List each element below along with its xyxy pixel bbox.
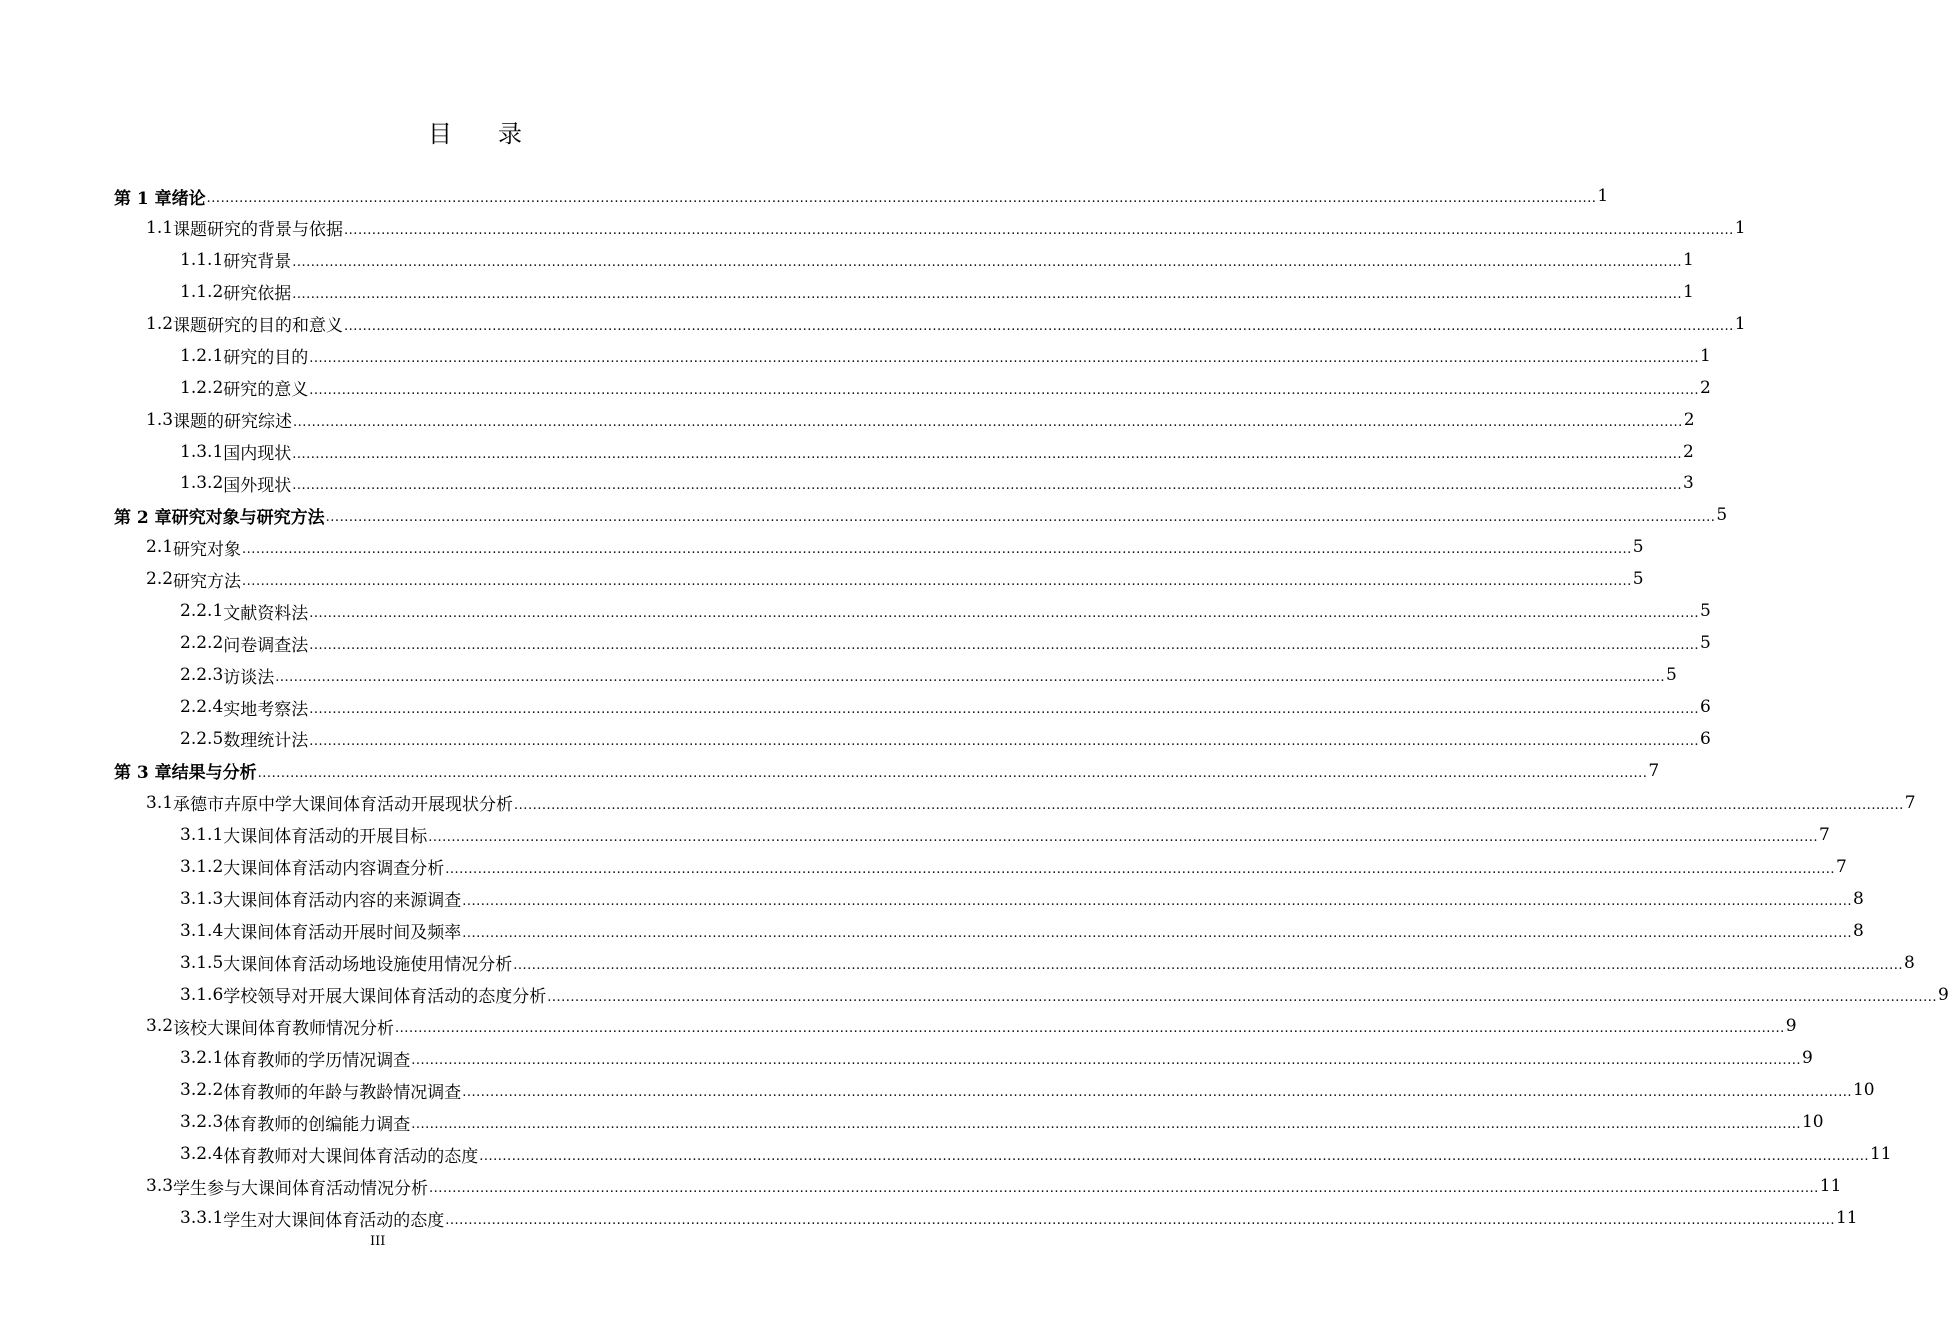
toc-entry-page: 5 — [1716, 505, 1728, 526]
toc-entry-number: 1.3 — [146, 409, 174, 430]
toc-entry-number: 1.3.1 — [180, 441, 224, 462]
toc-leader-dots: ............................................................................................................................................................................................................................................................................................................ — [462, 893, 1852, 909]
toc-entry[interactable] — [180, 595, 1711, 627]
toc-entry[interactable] — [114, 180, 1609, 212]
toc-entry[interactable] — [180, 1202, 1858, 1234]
toc-entry-page: 6 — [1699, 697, 1711, 718]
toc-leader-dots: ............................................................................................................................................................................................................................................................................................................ — [411, 1117, 1801, 1133]
toc-entry[interactable] — [180, 659, 1677, 691]
toc-entry-number: 3.1.2 — [180, 856, 224, 877]
toc-leader-dots: ............................................................................................................................................................................................................................................................................................................ — [462, 925, 1852, 941]
toc-entry[interactable] — [180, 691, 1711, 723]
toc-entry-title: 该校大课间体育教师情况分析 — [173, 1018, 395, 1039]
toc-entry-number: 1.2.2 — [180, 377, 224, 398]
toc-entry-page: 5 — [1632, 569, 1644, 590]
toc-entry[interactable] — [180, 244, 1694, 276]
toc-entry-title: 大课间体育活动场地设施使用情况分析 — [223, 955, 513, 976]
toc-leader-dots: ............................................................................................................................................................................................................................................................................................................ — [428, 829, 1818, 845]
toc-leader-dots: ............................................................................................................................................................................................................................................................................................................ — [429, 1181, 1819, 1197]
toc-entry-title: 学校领导对开展大课间体育活动的态度分析 — [223, 987, 547, 1007]
toc-entry-title: 大课间体育活动的开展目标 — [223, 827, 428, 848]
toc-entry-number: 第 1 章 — [114, 188, 172, 209]
toc-entry-title: 学生参与大课间体育活动情况分析 — [173, 1178, 429, 1199]
toc-entry-title: 研究对象 — [173, 539, 242, 560]
toc-entry-number: 1.3.2 — [180, 473, 224, 494]
toc-entry-page: 11 — [1869, 1144, 1892, 1165]
toc-entry-number: 第 2 章 — [114, 507, 172, 528]
toc-entry-title: 数理统计法 — [223, 731, 309, 752]
toc-leader-dots: ............................................................................................................................................................................................................................................................................................................ — [514, 797, 1904, 813]
toc-entry[interactable] — [146, 1010, 1797, 1042]
toc-entry[interactable] — [180, 1138, 1892, 1170]
toc-entry-page: 6 — [1699, 728, 1711, 749]
toc-entry-title: 问卷调查法 — [223, 635, 309, 656]
toc-leader-dots: ............................................................................................................................................................................................................................................................................................................ — [292, 446, 1682, 462]
toc-entry-number: 3.1 — [146, 792, 174, 813]
toc-entry-title: 学生对大课间体育活动的态度 — [223, 1210, 445, 1231]
toc-entry-page: 8 — [1903, 952, 1915, 973]
toc-entry-page: 1 — [1699, 345, 1711, 366]
toc-entry-title: 体育教师的创编能力调查 — [223, 1114, 411, 1135]
toc-leader-dots: ............................................................................................................................................................................................................................................................................................................ — [462, 1085, 1852, 1101]
toc-entry-page: 5 — [1699, 633, 1711, 654]
toc-entry-page: 7 — [1835, 856, 1847, 877]
title-char-2: 录 — [498, 120, 522, 148]
toc-entry[interactable] — [114, 499, 1728, 531]
toc-entry-number: 3.3 — [146, 1176, 174, 1197]
toc-entry-number: 2.1 — [146, 537, 174, 558]
toc-entry-page: 8 — [1852, 920, 1864, 941]
toc-leader-dots: ............................................................................................................................................................................................................................................................................................................ — [309, 638, 1699, 654]
toc-leader-dots: ............................................................................................................................................................................................................................................................................................................ — [309, 702, 1699, 718]
toc-entry-page: 5 — [1632, 537, 1644, 558]
toc-entry-page: 1 — [1734, 217, 1746, 238]
toc-entry-title: 大课间体育活动开展时间及频率 — [223, 923, 462, 944]
toc-entry-title: 国外现状 — [223, 475, 292, 496]
toc-entry[interactable] — [180, 851, 1847, 883]
toc-entry-number: 2.2.3 — [180, 665, 224, 686]
toc-leader-dots: ............................................................................................................................................................................................................................................................................................................ — [242, 574, 1632, 590]
toc-entry-page: 1 — [1682, 249, 1694, 270]
toc-entry-title: 结果与分析 — [171, 763, 257, 784]
toc-entry-page: 8 — [1852, 888, 1864, 909]
toc-entry-title: 研究对象与研究方法 — [171, 507, 325, 528]
toc-entry-number: 2.2.4 — [180, 697, 224, 718]
toc-leader-dots: ............................................................................................................................................................................................................................................................................................................ — [242, 542, 1632, 558]
toc-entry-title: 课题研究的背景与依据 — [173, 220, 344, 241]
toc-entry-title: 大课间体育活动内容的来源调查 — [223, 891, 462, 912]
toc-leader-dots: ............................................................................................................................................................................................................................................................................................................ — [206, 191, 1597, 206]
toc-leader-dots: ............................................................................................................................................................................................................................................................................................................ — [309, 606, 1699, 622]
toc-entry-page: 11 — [1835, 1208, 1858, 1229]
toc-entry-number: 3.1.5 — [180, 952, 224, 973]
toc-entry-title: 文献资料法 — [223, 603, 309, 624]
toc-leader-dots: ............................................................................................................................................................................................................................................................................................................ — [395, 1021, 1785, 1037]
toc-entry-number: 3.2.4 — [180, 1144, 224, 1165]
toc-entry-page: 3 — [1682, 473, 1694, 494]
toc-entry-page: 1 — [1734, 313, 1746, 334]
toc-entry-page: 5 — [1699, 601, 1711, 622]
toc-entry-number: 1.1 — [146, 217, 174, 238]
toc-entry-number: 3.2.3 — [180, 1112, 224, 1133]
toc-entry[interactable] — [114, 755, 1660, 787]
toc-entry-page: 7 — [1648, 760, 1660, 781]
toc-entry-title: 课题的研究综述 — [173, 412, 293, 433]
toc-entry[interactable] — [146, 404, 1695, 436]
toc-entry-title: 访谈法 — [223, 667, 275, 688]
toc-leader-dots: ............................................................................................................................................................................................................................................................................................................ — [344, 222, 1734, 238]
toc-entry-page: 10 — [1801, 1112, 1824, 1133]
toc-entry-number: 2.2 — [146, 569, 174, 590]
toc-entry-number: 1.2.1 — [180, 345, 224, 366]
toc-entry-page: 9 — [1801, 1048, 1813, 1069]
toc-leader-dots: ............................................................................................................................................................................................................................................................................................................ — [309, 350, 1699, 366]
toc-entry[interactable] — [180, 819, 1830, 851]
toc-entry[interactable] — [146, 531, 1644, 563]
toc-entry-number: 1.2 — [146, 313, 174, 334]
toc-entry-number: 3.2.1 — [180, 1048, 224, 1069]
toc-entry-number: 3.1.1 — [180, 824, 224, 845]
toc-entry-page: 9 — [1937, 984, 1949, 1005]
toc-entry-page: 7 — [1904, 792, 1916, 813]
toc-entry-title: 绪论 — [171, 188, 206, 209]
toc-entry-page: 2 — [1683, 409, 1695, 430]
toc-entry-title: 承德市卉原中学大课间体育活动开展现状分析 — [173, 795, 514, 816]
toc-entry-page: 10 — [1852, 1080, 1875, 1101]
toc-entry-number: 3.2 — [146, 1016, 174, 1037]
toc-entry-page: 2 — [1682, 441, 1694, 462]
toc-entry-number: 2.2.5 — [180, 728, 224, 749]
toc-entry-number: 第 3 章 — [114, 763, 172, 784]
toc-entry-number: 1.1.1 — [180, 249, 224, 270]
toc-leader-dots: ............................................................................................................................................................................................................................................................................................................ — [257, 765, 1648, 781]
toc-entry[interactable] — [180, 915, 1864, 947]
toc-entry-title: 研究背景 — [223, 252, 292, 273]
page-title — [0, 114, 950, 149]
toc-leader-dots: ............................................................................................................................................................................................................................................................................................................ — [445, 861, 1835, 877]
toc-leader-dots: ............................................................................................................................................................................................................................................................................................................ — [547, 989, 1937, 1005]
toc-entry[interactable] — [180, 276, 1694, 308]
toc-entry-number: 2.2.2 — [180, 633, 224, 654]
toc-leader-dots: ............................................................................................................................................................................................................................................................................................................ — [293, 414, 1683, 430]
toc-entry[interactable] — [180, 436, 1694, 468]
toc-entry-title: 体育教师的学历情况调查 — [223, 1050, 411, 1071]
toc-entry-title: 体育教师的年龄与教龄情况调查 — [223, 1082, 462, 1103]
toc-entry-title: 研究的意义 — [223, 380, 309, 401]
toc-entry-number: 3.1.4 — [180, 920, 224, 941]
toc-entry[interactable] — [180, 627, 1711, 659]
toc-entry-number: 3.1.6 — [180, 984, 224, 1005]
toc-entry-number: 3.1.3 — [180, 888, 224, 909]
toc-entry-page: 9 — [1785, 1016, 1797, 1037]
toc-leader-dots: ............................................................................................................................................................................................................................................................................................................ — [344, 318, 1734, 334]
toc-leader-dots: ............................................................................................................................................................................................................................................................................................................ — [309, 733, 1699, 749]
toc-entry[interactable] — [146, 787, 1916, 819]
toc-leader-dots: ............................................................................................................................................................................................................................................................................................................ — [411, 1053, 1801, 1069]
toc-leader-dots: ............................................................................................................................................................................................................................................................................................................ — [445, 1213, 1835, 1229]
toc-leader-dots: ............................................................................................................................................................................................................................................................................................................ — [292, 478, 1682, 494]
toc-leader-dots: ............................................................................................................................................................................................................................................................................................................ — [479, 1149, 1869, 1165]
toc-entry-page: 7 — [1818, 824, 1830, 845]
title-char-1: 目 — [428, 120, 452, 148]
toc-leader-dots: ............................................................................................................................................................................................................................................................................................................ — [292, 286, 1682, 302]
toc-entry-title: 研究的目的 — [223, 348, 309, 369]
toc-entry-number: 3.2.2 — [180, 1080, 224, 1101]
toc-entry[interactable] — [146, 212, 1746, 244]
toc-entry-page: 2 — [1699, 377, 1711, 398]
toc-entry[interactable] — [180, 1074, 1875, 1106]
toc-entry-title: 大课间体育活动内容调查分析 — [223, 859, 445, 880]
toc-entry[interactable] — [180, 947, 1915, 979]
toc-entry-page: 1 — [1597, 186, 1609, 206]
toc-entry[interactable] — [146, 563, 1644, 595]
toc-leader-dots: ............................................................................................................................................................................................................................................................................................................ — [275, 670, 1665, 686]
toc-entry-title: 体育教师对大课间体育活动的态度 — [223, 1146, 479, 1167]
toc-entry[interactable] — [180, 979, 1949, 1011]
toc-leader-dots: ............................................................................................................................................................................................................................................................................................................ — [513, 957, 1903, 973]
toc-entry[interactable] — [180, 723, 1711, 755]
toc-entry-number: 1.1.2 — [180, 281, 224, 302]
toc-entry[interactable] — [180, 372, 1711, 404]
toc-entry[interactable] — [180, 883, 1864, 915]
toc-entry[interactable] — [180, 340, 1711, 372]
toc-entry[interactable] — [146, 308, 1746, 340]
toc-entry-title: 国内现状 — [223, 444, 292, 465]
page-number-footer: III — [370, 1234, 386, 1249]
toc-leader-dots: ............................................................................................................................................................................................................................................................................................................ — [309, 382, 1699, 398]
toc-entry-page: 5 — [1665, 665, 1677, 686]
toc-entry[interactable] — [180, 1106, 1824, 1138]
toc-entry-page: 1 — [1682, 281, 1694, 302]
toc-entry-title: 研究方法 — [173, 571, 242, 592]
toc-entry-title: 实地考察法 — [223, 699, 309, 720]
toc-entry-title: 研究依据 — [223, 284, 292, 305]
toc-entry-title: 课题研究的目的和意义 — [173, 316, 344, 337]
toc-leader-dots: ............................................................................................................................................................................................................................................................................................................ — [292, 254, 1682, 270]
toc-entry-page: 11 — [1819, 1176, 1842, 1197]
toc-entry-number: 2.2.1 — [180, 601, 224, 622]
toc-entry[interactable] — [146, 1170, 1842, 1202]
toc-entry-number: 3.3.1 — [180, 1208, 224, 1229]
toc-entry[interactable] — [180, 467, 1694, 499]
toc-leader-dots: ............................................................................................................................................................................................................................................................................................................ — [325, 510, 1716, 526]
toc-entry[interactable] — [180, 1042, 1813, 1074]
